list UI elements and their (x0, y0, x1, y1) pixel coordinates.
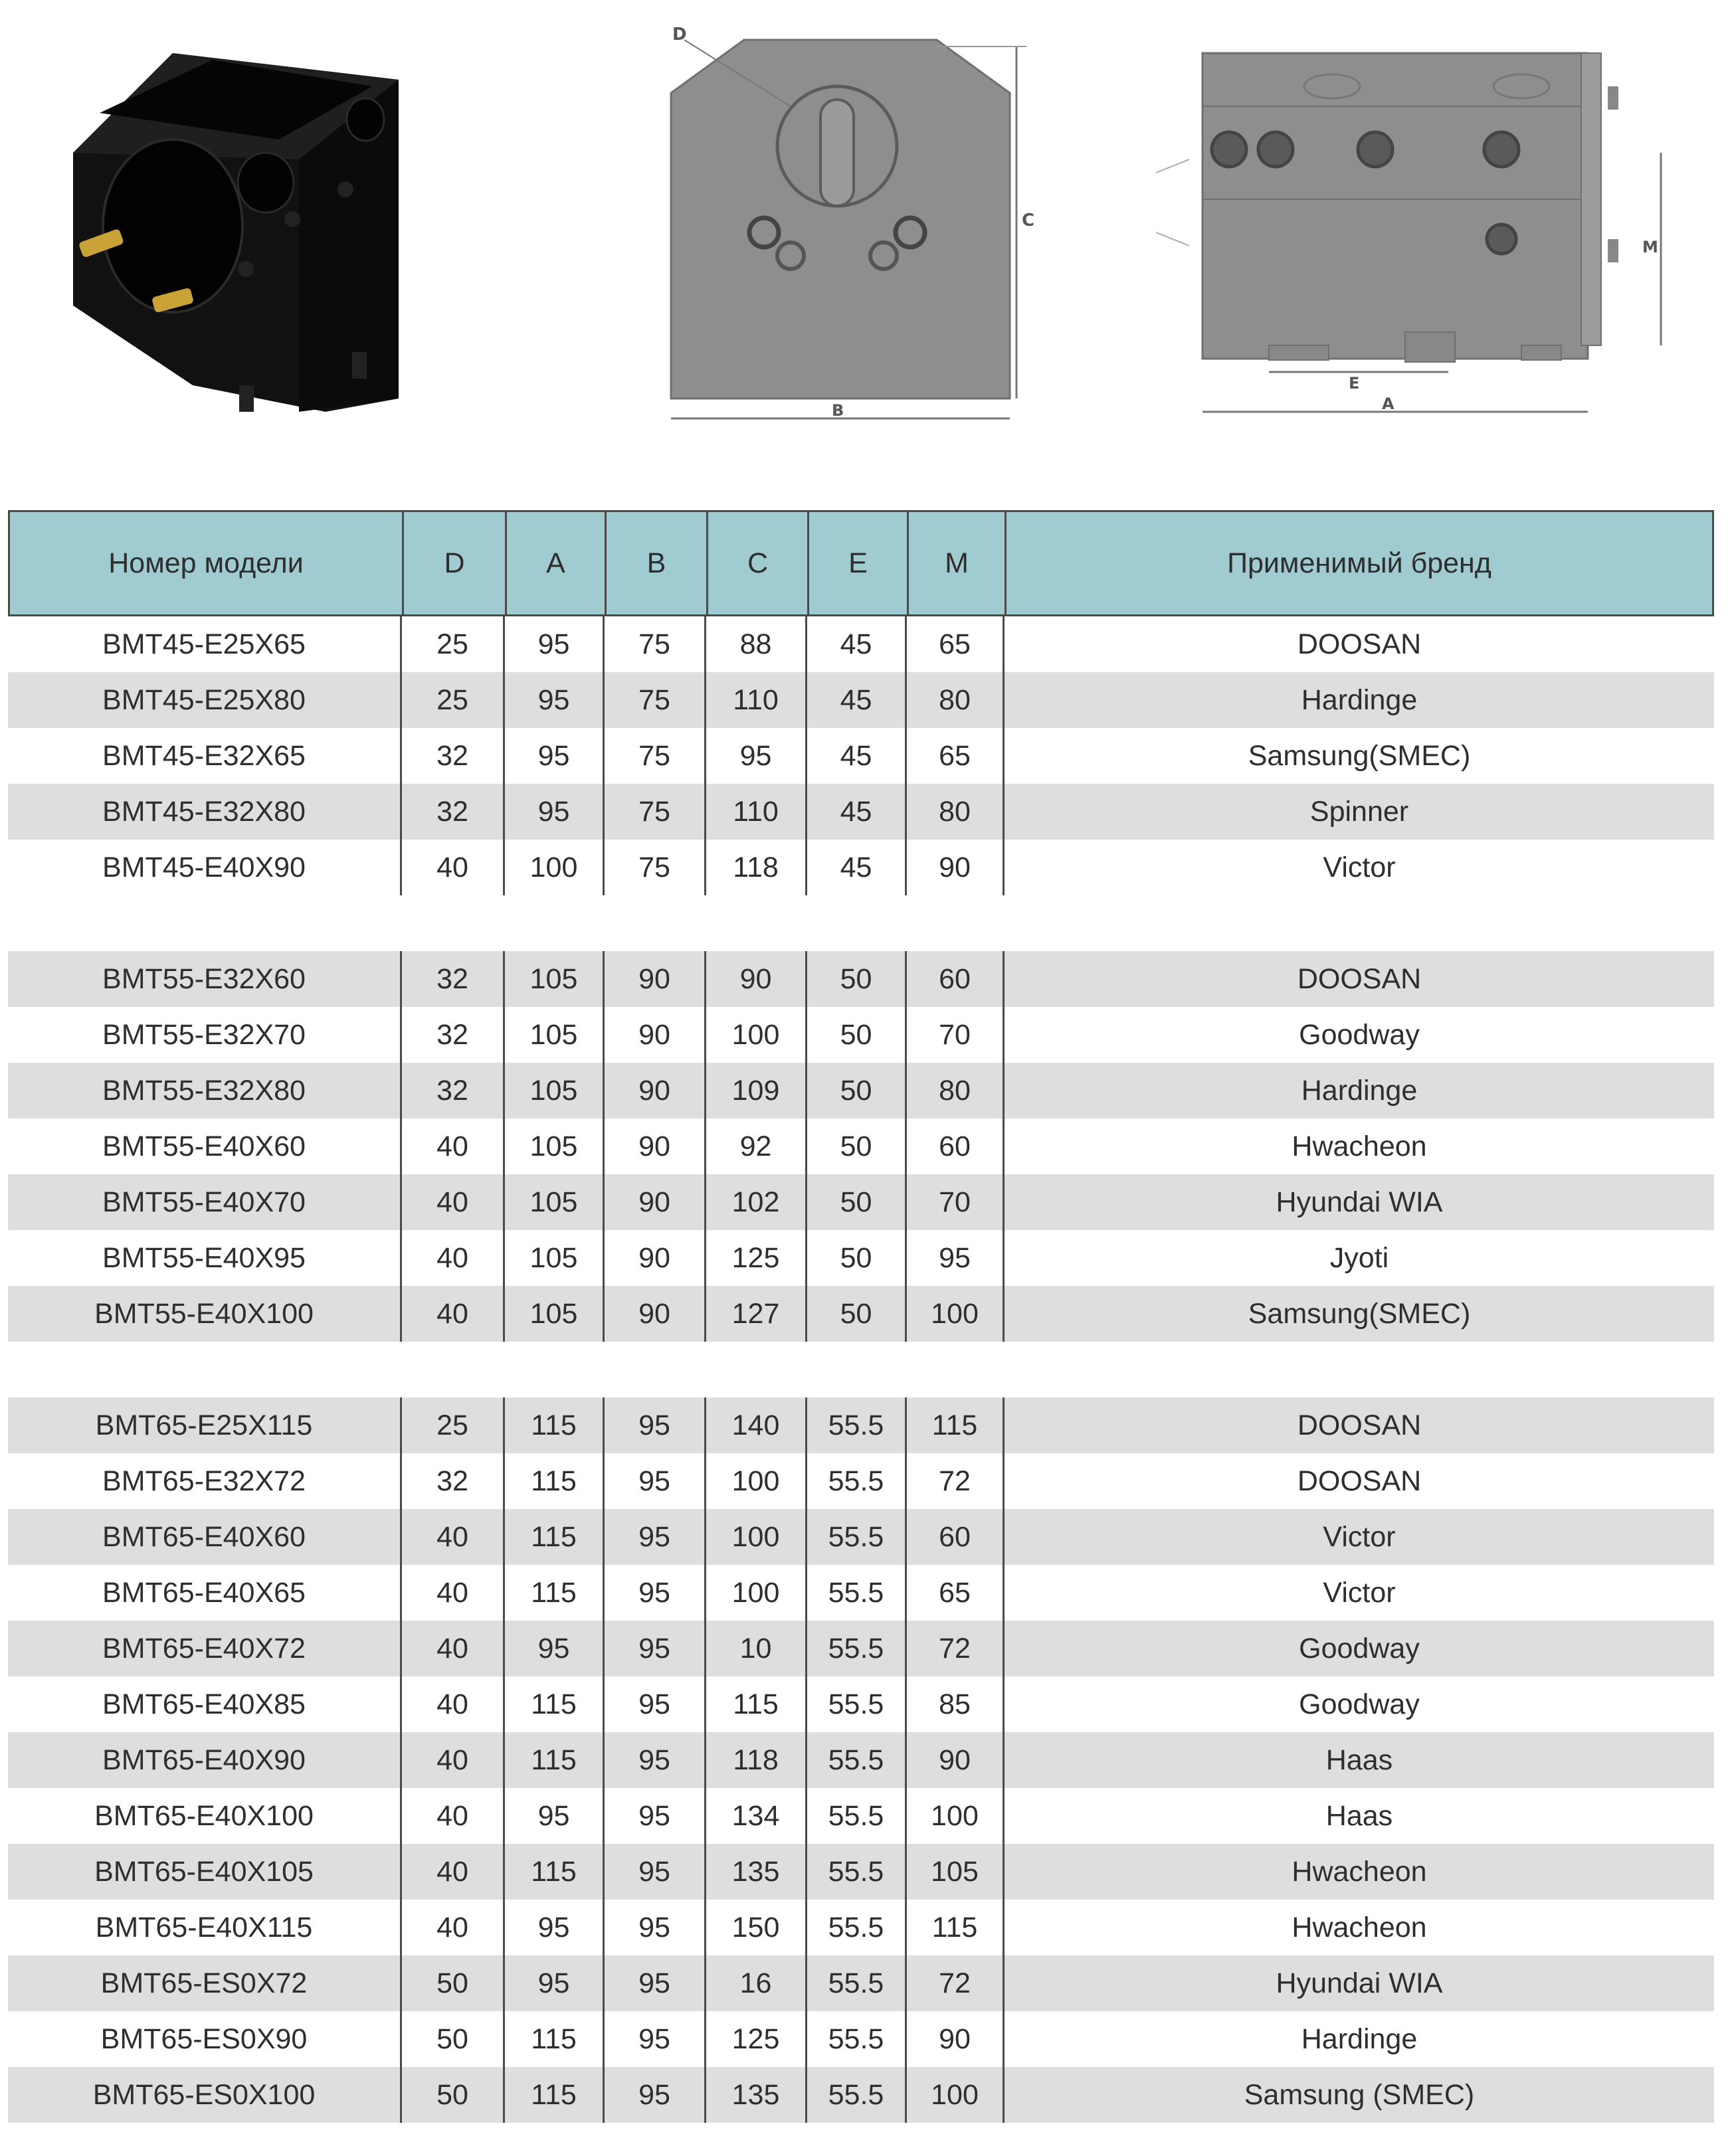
cell-brand: Haas (1003, 1732, 1714, 1788)
table-row (8, 1900, 1714, 1955)
cell-a: 115 (503, 2011, 603, 2067)
header-a: A (505, 512, 605, 614)
cell-b: 90 (603, 951, 704, 1007)
cell-m: 95 (905, 1230, 1003, 1286)
group-spacer (8, 1342, 1714, 1397)
cell-b: 95 (603, 2011, 704, 2067)
cell-b: 75 (603, 784, 704, 840)
cell-b: 95 (603, 1676, 704, 1732)
table-row (8, 2011, 1714, 2067)
cell-model: BMT45-E25X65 (102, 628, 306, 660)
table-header (8, 510, 1714, 616)
cell-brand: DOOSAN (1003, 616, 1714, 672)
cell-model: BMT45-E25X80 (102, 683, 306, 716)
cell-a: 95 (503, 728, 603, 784)
cell-m: 90 (905, 1732, 1003, 1788)
cell-m: 72 (905, 1453, 1003, 1509)
cell-c: 140 (704, 1397, 805, 1453)
cell-d: 32 (400, 951, 503, 1007)
cell-d: 32 (400, 1007, 503, 1063)
cell-b: 75 (603, 728, 704, 784)
cell-c: 100 (704, 1453, 805, 1509)
cell-a: 115 (503, 1397, 603, 1453)
cell-b: 95 (603, 1900, 704, 1955)
cell-b: 90 (603, 1063, 704, 1119)
table-row (8, 1286, 1714, 1342)
cell-d: 40 (400, 1565, 503, 1621)
cell-e: 50 (805, 1063, 905, 1119)
cell-a: 115 (503, 1676, 603, 1732)
cell-m: 105 (905, 1844, 1003, 1900)
cell-model: BMT65-E40X65 (102, 1576, 306, 1609)
table-row (8, 1732, 1714, 1788)
cell-b: 75 (603, 840, 704, 895)
cell-e: 45 (805, 784, 905, 840)
table-row (8, 1955, 1714, 2011)
cell-b: 95 (603, 1565, 704, 1621)
cell-brand: Samsung(SMEC) (1003, 1286, 1714, 1342)
cell-e: 55.5 (805, 2067, 905, 2123)
cell-m: 60 (905, 951, 1003, 1007)
cell-c: 125 (704, 1230, 805, 1286)
cell-m: 85 (905, 1676, 1003, 1732)
cell-c: 88 (704, 616, 805, 672)
cell-m: 72 (905, 1621, 1003, 1676)
cell-a: 105 (503, 1119, 603, 1174)
cell-e: 55.5 (805, 1509, 905, 1565)
dimension-label-c: C (1022, 211, 1035, 230)
cell-brand: Spinner (1003, 784, 1714, 840)
cell-m: 90 (905, 2011, 1003, 2067)
cell-c: 118 (704, 1732, 805, 1788)
front-view-drawing (1149, 40, 1674, 438)
cell-d: 40 (400, 1621, 503, 1676)
cell-brand: Victor (1003, 1565, 1714, 1621)
cell-c: 115 (704, 1676, 805, 1732)
cell-b: 90 (603, 1230, 704, 1286)
cell-e: 55.5 (805, 1788, 905, 1844)
cell-d: 25 (400, 616, 503, 672)
side-view-drawing (658, 13, 1070, 438)
table-row (8, 1453, 1714, 1509)
cell-c: 135 (704, 1844, 805, 1900)
cell-m: 70 (905, 1174, 1003, 1230)
cell-m: 65 (905, 616, 1003, 672)
cell-brand: Goodway (1003, 1676, 1714, 1732)
cell-d: 40 (400, 1788, 503, 1844)
cell-brand: Hardinge (1003, 672, 1714, 728)
cell-c: 100 (704, 1007, 805, 1063)
cell-model: BMT45-E32X80 (102, 795, 306, 828)
table-row (8, 1621, 1714, 1676)
cell-d: 50 (400, 2011, 503, 2067)
cell-a: 95 (503, 616, 603, 672)
cell-e: 50 (805, 1286, 905, 1342)
cell-m: 80 (905, 784, 1003, 840)
specification-table (8, 510, 1714, 2123)
cell-model: BMT65-ES0X72 (100, 1967, 308, 1999)
cell-c: 110 (704, 784, 805, 840)
table-row (8, 2067, 1714, 2123)
cell-a: 115 (503, 2067, 603, 2123)
cell-b: 95 (603, 2067, 704, 2123)
cell-brand: Samsung (SMEC) (1003, 2067, 1714, 2123)
dimension-label-d: D (672, 25, 687, 45)
cell-m: 65 (905, 1565, 1003, 1621)
cell-model: BMT55-E40X60 (102, 1130, 306, 1162)
cell-d: 40 (400, 1509, 503, 1565)
product-photo (60, 40, 432, 425)
table-row (8, 1676, 1714, 1732)
cell-brand: Jyoti (1003, 1230, 1714, 1286)
cell-b: 75 (603, 672, 704, 728)
cell-c: 134 (704, 1788, 805, 1844)
cell-d: 40 (400, 1174, 503, 1230)
cell-a: 105 (503, 1230, 603, 1286)
cell-b: 95 (603, 1621, 704, 1676)
cell-brand: Hwacheon (1003, 1119, 1714, 1174)
cell-brand: Hardinge (1003, 2011, 1714, 2067)
dimension-label-b: B (832, 401, 844, 420)
table-row (8, 1007, 1714, 1063)
cell-m: 100 (905, 1286, 1003, 1342)
cell-b: 95 (603, 1509, 704, 1565)
cell-a: 105 (503, 951, 603, 1007)
cell-m: 100 (905, 1788, 1003, 1844)
cell-model: BMT45-E32X65 (102, 739, 306, 772)
table-row (8, 1788, 1714, 1844)
cell-b: 95 (603, 1955, 704, 2011)
cell-brand: Haas (1003, 1788, 1714, 1844)
cell-a: 95 (503, 672, 603, 728)
cell-a: 115 (503, 1732, 603, 1788)
table-row (8, 1119, 1714, 1174)
cell-a: 95 (503, 784, 603, 840)
cell-b: 75 (603, 616, 704, 672)
table-row (8, 1565, 1714, 1621)
cell-brand: Hwacheon (1003, 1844, 1714, 1900)
cell-a: 105 (503, 1174, 603, 1230)
cell-m: 65 (905, 728, 1003, 784)
cell-d: 40 (400, 1900, 503, 1955)
cell-model: BMT55-E40X95 (102, 1241, 306, 1274)
cell-brand: DOOSAN (1003, 1453, 1714, 1509)
cell-brand: Goodway (1003, 1621, 1714, 1676)
cell-model: BMT45-E40X90 (102, 851, 306, 883)
cell-e: 55.5 (805, 1900, 905, 1955)
cell-a: 95 (503, 1621, 603, 1676)
cell-e: 50 (805, 1230, 905, 1286)
cell-model: BMT55-E32X80 (102, 1074, 306, 1107)
cell-c: 125 (704, 2011, 805, 2067)
cell-b: 95 (603, 1453, 704, 1509)
group-spacer (8, 895, 1714, 951)
cell-model: BMT65-E40X60 (102, 1520, 306, 1553)
cell-c: 150 (704, 1900, 805, 1955)
cell-e: 50 (805, 1007, 905, 1063)
table-row (8, 616, 1714, 672)
cell-a: 115 (503, 1565, 603, 1621)
cell-a: 105 (503, 1007, 603, 1063)
cell-c: 10 (704, 1621, 805, 1676)
cell-d: 25 (400, 1397, 503, 1453)
cell-b: 95 (603, 1397, 704, 1453)
cell-d: 40 (400, 1230, 503, 1286)
cell-a: 95 (503, 1955, 603, 2011)
cell-brand: Goodway (1003, 1007, 1714, 1063)
cell-brand: Samsung(SMEC) (1003, 728, 1714, 784)
cell-e: 55.5 (805, 1676, 905, 1732)
dimension-label-m: M (1642, 238, 1658, 256)
cell-a: 115 (503, 1453, 603, 1509)
cell-b: 95 (603, 1844, 704, 1900)
cell-e: 55.5 (805, 1397, 905, 1453)
cell-c: 90 (704, 951, 805, 1007)
cell-d: 32 (400, 1453, 503, 1509)
cell-model: BMT65-E40X72 (102, 1632, 306, 1664)
cell-m: 90 (905, 840, 1003, 895)
cell-d: 40 (400, 1732, 503, 1788)
cell-e: 45 (805, 616, 905, 672)
cell-e: 55.5 (805, 1621, 905, 1676)
cell-a: 105 (503, 1063, 603, 1119)
cell-e: 45 (805, 728, 905, 784)
cell-model: BMT65-E40X115 (95, 1911, 313, 1943)
cell-b: 95 (603, 1788, 704, 1844)
cell-model: BMT65-E32X72 (102, 1465, 306, 1497)
cell-brand: Hardinge (1003, 1063, 1714, 1119)
cell-e: 50 (805, 951, 905, 1007)
cell-b: 90 (603, 1119, 704, 1174)
cell-a: 95 (503, 1900, 603, 1955)
cell-m: 70 (905, 1007, 1003, 1063)
dimension-label-a: A (1382, 395, 1394, 413)
cell-m: 115 (905, 1397, 1003, 1453)
cell-model: BMT55-E32X60 (102, 962, 306, 995)
cell-e: 55.5 (805, 1844, 905, 1900)
cell-brand: DOOSAN (1003, 951, 1714, 1007)
table-row (8, 1509, 1714, 1565)
cell-b: 90 (603, 1007, 704, 1063)
cell-m: 60 (905, 1119, 1003, 1174)
cell-a: 115 (503, 1844, 603, 1900)
cell-m: 115 (905, 1900, 1003, 1955)
cell-d: 32 (400, 784, 503, 840)
cell-d: 40 (400, 1286, 503, 1342)
cell-d: 32 (400, 728, 503, 784)
header-brand: Применимый бренд (1005, 512, 1712, 614)
cell-c: 127 (704, 1286, 805, 1342)
cell-a: 115 (503, 1509, 603, 1565)
table-row (8, 1844, 1714, 1900)
cell-c: 100 (704, 1565, 805, 1621)
cell-d: 50 (400, 2067, 503, 2123)
cell-c: 95 (704, 728, 805, 784)
cell-brand: Hyundai WIA (1003, 1174, 1714, 1230)
table-row (8, 728, 1714, 784)
cell-brand: Victor (1003, 1509, 1714, 1565)
cell-a: 100 (503, 840, 603, 895)
table-row (8, 951, 1714, 1007)
cell-c: 16 (704, 1955, 805, 2011)
cell-e: 45 (805, 840, 905, 895)
header-d: D (402, 512, 505, 614)
cell-e: 50 (805, 1119, 905, 1174)
table-row (8, 1174, 1714, 1230)
cell-e: 55.5 (805, 2011, 905, 2067)
header-b: B (605, 512, 706, 614)
cell-e: 55.5 (805, 1955, 905, 2011)
cell-model: BMT65-E40X90 (102, 1744, 306, 1776)
cell-c: 92 (704, 1119, 805, 1174)
cell-model: BMT55-E40X100 (94, 1297, 314, 1330)
table-body (8, 616, 1714, 2123)
cell-d: 25 (400, 672, 503, 728)
header-m: M (907, 512, 1005, 614)
cell-e: 55.5 (805, 1732, 905, 1788)
cell-b: 90 (603, 1286, 704, 1342)
cell-c: 110 (704, 672, 805, 728)
cell-a: 105 (503, 1286, 603, 1342)
table-row (8, 784, 1714, 840)
table-row (8, 1063, 1714, 1119)
cell-d: 40 (400, 1119, 503, 1174)
cell-model: BMT65-E40X85 (102, 1688, 306, 1720)
cell-d: 50 (400, 1955, 503, 2011)
cell-brand: Victor (1003, 840, 1714, 895)
cell-d: 32 (400, 1063, 503, 1119)
cell-model: BMT55-E40X70 (102, 1186, 306, 1218)
cell-e: 50 (805, 1174, 905, 1230)
cell-m: 100 (905, 2067, 1003, 2123)
table-row (8, 1397, 1714, 1453)
cell-brand: DOOSAN (1003, 1397, 1714, 1453)
header-c: C (706, 512, 807, 614)
cell-e: 55.5 (805, 1565, 905, 1621)
cell-c: 135 (704, 2067, 805, 2123)
cell-m: 80 (905, 1063, 1003, 1119)
cell-e: 45 (805, 672, 905, 728)
cell-model: BMT55-E32X70 (102, 1018, 306, 1051)
table-row (8, 1230, 1714, 1286)
cell-m: 72 (905, 1955, 1003, 2011)
cell-e: 55.5 (805, 1453, 905, 1509)
cell-m: 60 (905, 1509, 1003, 1565)
cell-b: 95 (603, 1732, 704, 1788)
cell-model: BMT65-E25X115 (95, 1409, 313, 1441)
cell-c: 118 (704, 840, 805, 895)
cell-c: 100 (704, 1509, 805, 1565)
cell-brand: Hyundai WIA (1003, 1955, 1714, 2011)
cell-model: BMT65-E40X105 (94, 1855, 314, 1888)
cell-b: 90 (603, 1174, 704, 1230)
cell-model: BMT65-ES0X90 (100, 2022, 308, 2055)
cell-m: 80 (905, 672, 1003, 728)
cell-d: 40 (400, 840, 503, 895)
table-row (8, 672, 1714, 728)
cell-model: BMT65-ES0X100 (92, 2078, 316, 2111)
cell-a: 95 (503, 1788, 603, 1844)
dimension-label-e: E (1349, 374, 1360, 393)
cell-c: 102 (704, 1174, 805, 1230)
cell-brand: Hwacheon (1003, 1900, 1714, 1955)
table-row (8, 840, 1714, 895)
product-figures (0, 0, 1730, 478)
header-model: Номер модели (108, 547, 304, 579)
cell-c: 109 (704, 1063, 805, 1119)
cell-d: 40 (400, 1844, 503, 1900)
cell-d: 40 (400, 1676, 503, 1732)
header-e: E (807, 512, 907, 614)
cell-model: BMT65-E40X100 (94, 1799, 314, 1832)
